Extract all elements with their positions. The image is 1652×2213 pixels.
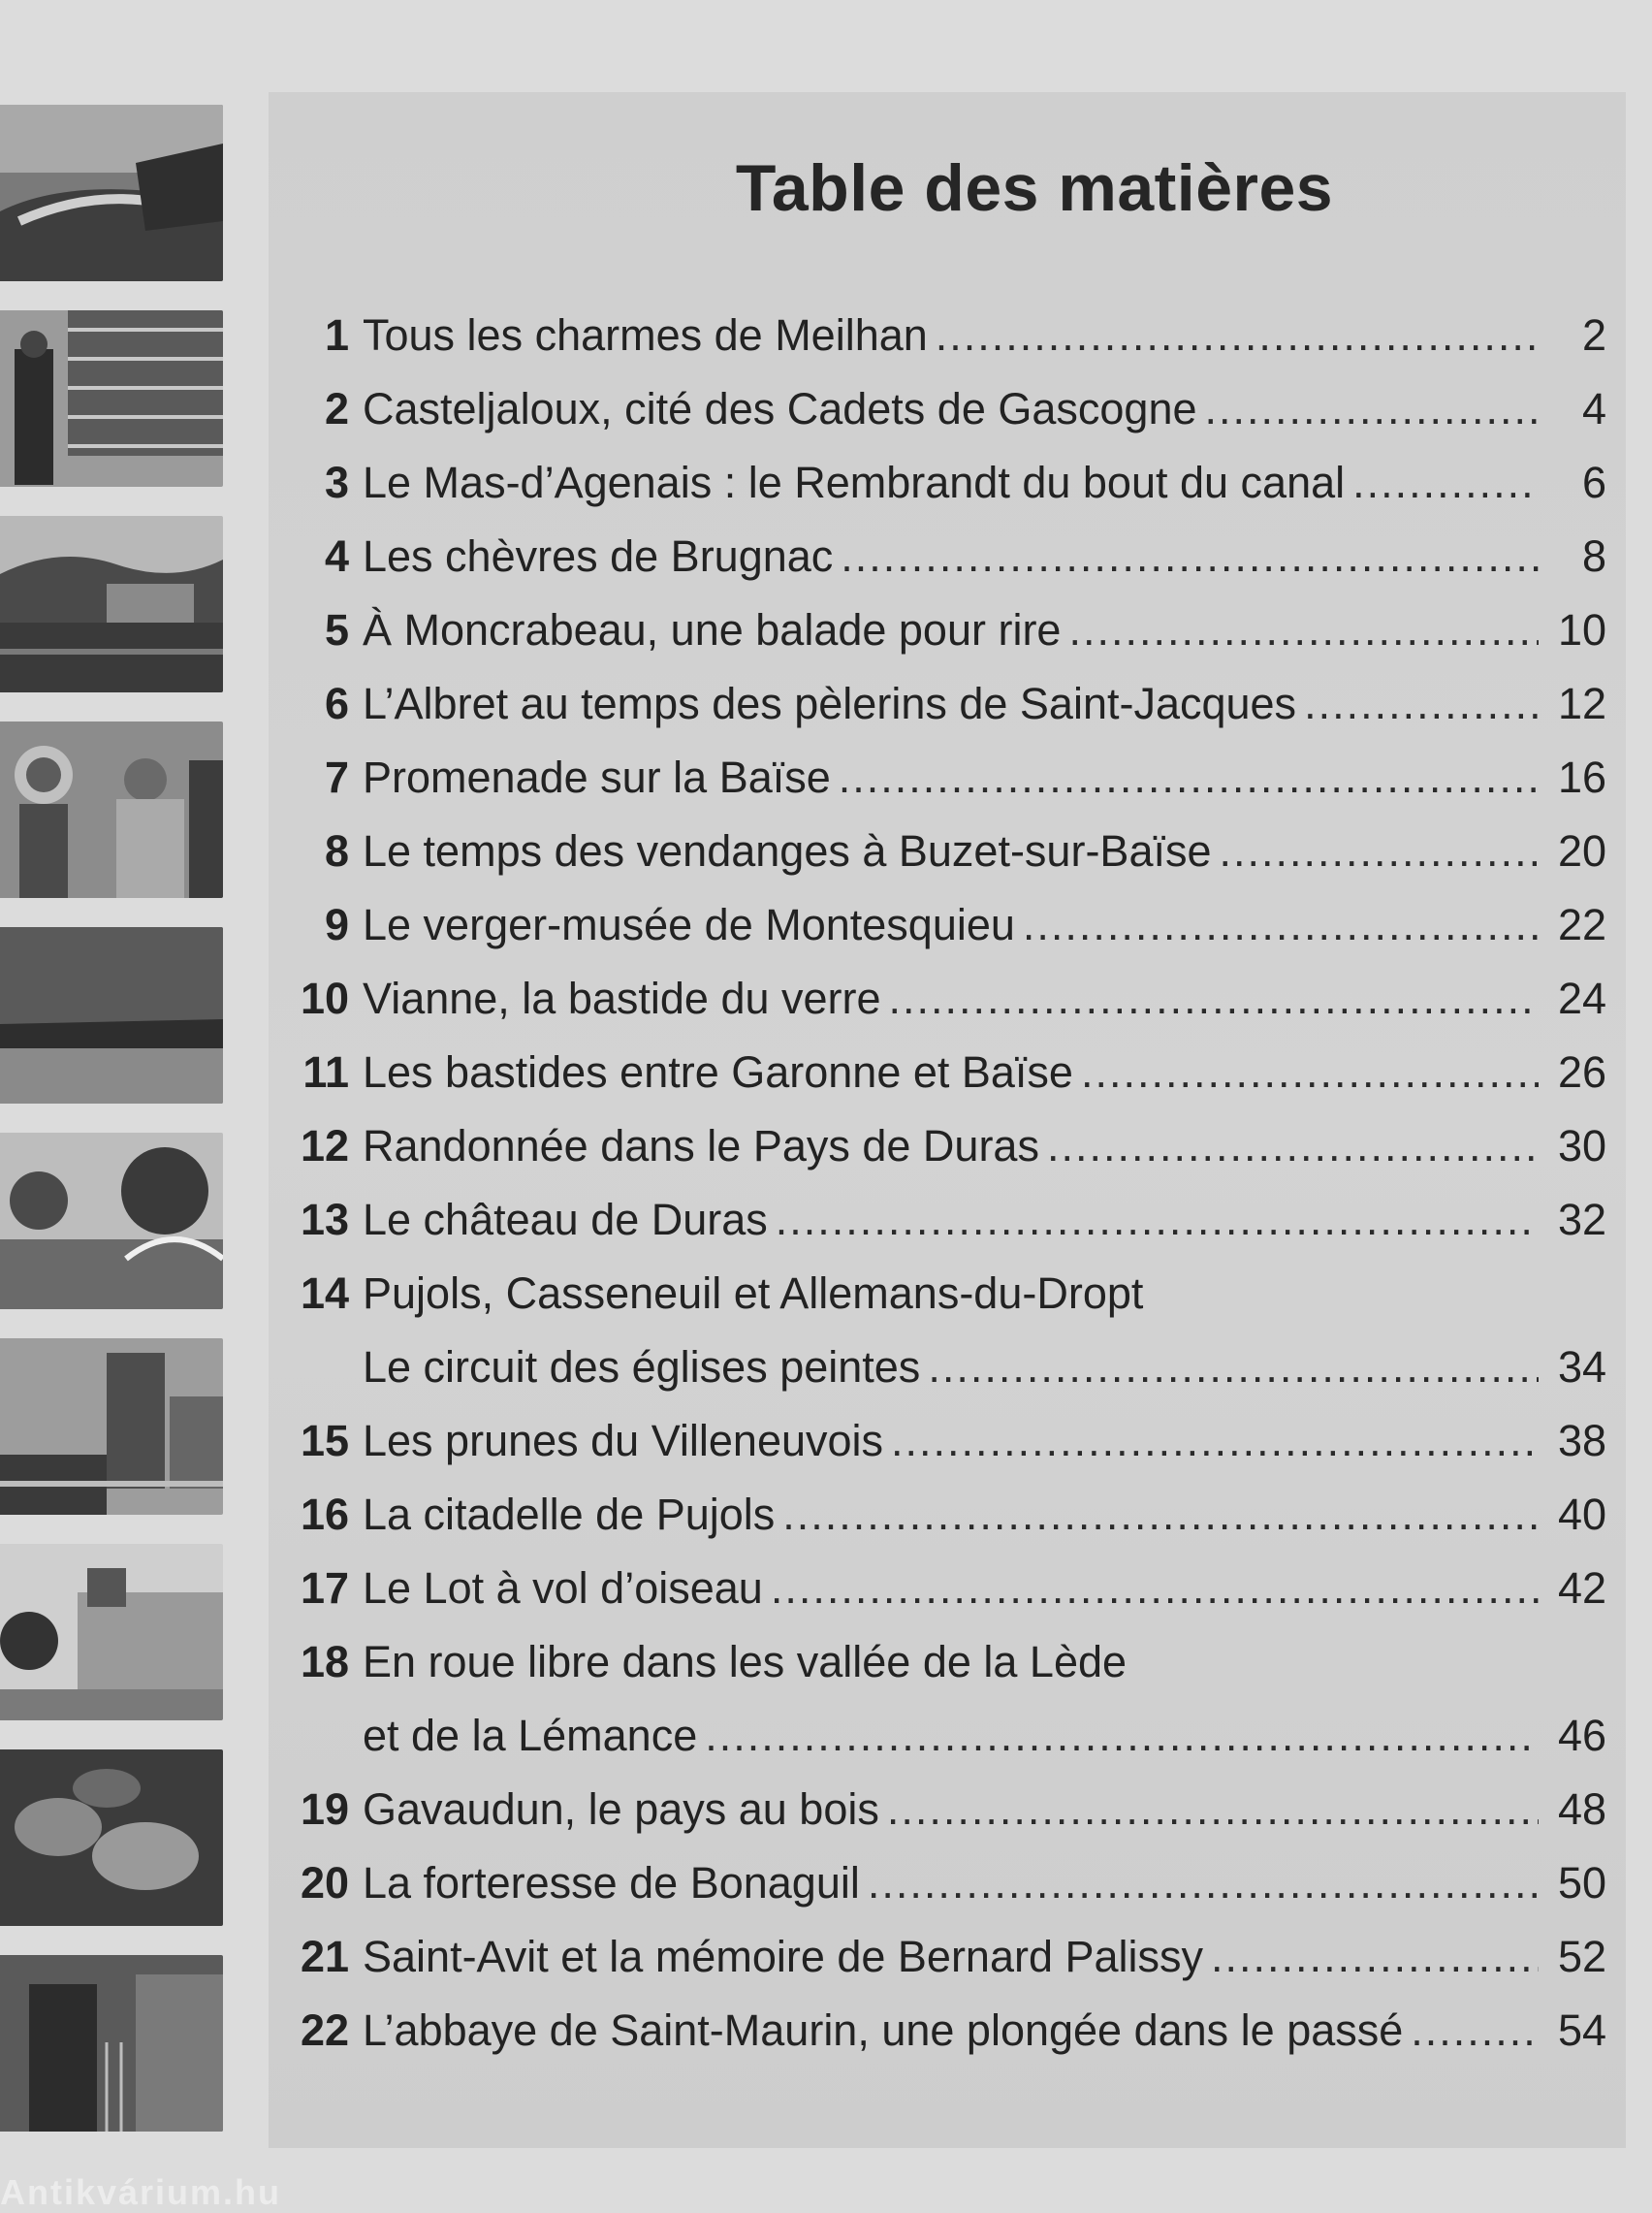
dot-leader [887,1784,1539,1835]
entry-number: 15 [300,1416,349,1465]
toc-entry [269,1195,1606,1268]
dot-leader [776,1195,1539,1245]
entry-page: 24 [1557,974,1606,1023]
dot-leader [1068,605,1539,656]
dot-leader [1220,826,1539,877]
entry-page: 46 [1557,1711,1606,1760]
entry-page: 20 [1557,826,1606,876]
toc-entry [269,310,1606,384]
entry-page: 54 [1557,2005,1606,2055]
entry-title: Randonnée dans le Pays de Duras [363,1121,1039,1171]
entry-title: Pujols, Casseneuil et Allemans-du-Dropt [363,1268,1144,1318]
entry-title: En roue libre dans les vallée de la Lède [363,1637,1128,1686]
entry-title: Promenade sur la Baïse [363,753,831,802]
photo-man-with-cages [0,310,223,487]
entry-page: 34 [1557,1342,1606,1392]
entry-title: Le château de Duras [363,1195,768,1244]
entry-number: 17 [300,1563,349,1613]
entry-page: 8 [1581,531,1606,581]
dot-leader [771,1563,1539,1614]
toc-entry-continuation [269,1342,1606,1416]
entry-number: 3 [324,458,349,507]
entry-title: Gavaudun, le pays au bois [363,1784,879,1834]
dot-leader [891,1416,1539,1466]
photo-fresco-figures [0,722,223,898]
dot-leader [841,531,1539,582]
photo-river-landscape [0,105,223,281]
toc-entry [269,900,1606,974]
entry-title: Les chèvres de Brugnac [363,531,834,581]
entry-page: 26 [1557,1047,1606,1097]
toc-entry [269,2005,1606,2079]
entry-page: 16 [1557,753,1606,802]
entry-title-continued: Le circuit des églises peintes [363,1342,921,1392]
dot-leader [782,1490,1539,1540]
dot-leader [1205,384,1540,434]
toc-entry [269,1784,1606,1858]
entry-title: Saint-Avit et la mémoire de Bernard Palissy [363,1932,1204,1981]
toc-entry [269,679,1606,753]
entry-page: 40 [1557,1490,1606,1539]
photo-castle-tower [0,1338,223,1515]
toc-entry [269,458,1606,531]
dot-leader [1211,1932,1539,1982]
photo-strip [0,97,233,2153]
entry-title: Tous les charmes de Meilhan [363,310,928,360]
toc-entry [269,1858,1606,1932]
dot-leader [889,974,1539,1024]
toc-entry [269,384,1606,458]
toc-entry [269,1121,1606,1195]
entry-page: 50 [1557,1858,1606,1908]
entry-number: 7 [324,753,349,802]
toc-entry [269,1563,1606,1637]
entry-title: Casteljaloux, cité des Cadets de Gascogne [363,384,1197,433]
entry-number: 21 [300,1932,349,1981]
photo-sheep [0,1749,223,1926]
dot-leader [868,1858,1539,1908]
entry-number: 14 [300,1268,349,1318]
entry-page: 42 [1557,1563,1606,1613]
toc-entry [269,753,1606,826]
toc-entry [269,1637,1606,1711]
entry-page: 32 [1557,1195,1606,1244]
entry-title: Les prunes du Villeneuvois [363,1416,884,1465]
entry-title: Les bastides entre Garonne et Baïse [363,1047,1073,1097]
entry-number: 12 [300,1121,349,1171]
entry-title: La citadelle de Pujols [363,1490,776,1539]
dot-leader [928,1342,1539,1393]
toc-entry-continuation [269,1711,1606,1784]
entry-page: 10 [1557,605,1606,655]
entry-title: Le Mas-d’Agenais : le Rembrandt du bout du canal [363,458,1346,507]
toc-entry [269,1047,1606,1121]
entry-page: 12 [1557,679,1606,728]
entry-title: L’Albret au temps des pèlerins de Saint-Jacques [363,679,1297,728]
toc-entry [269,531,1606,605]
toc-entry [269,974,1606,1047]
dot-leader [1352,458,1539,508]
toc-entry [269,826,1606,900]
entry-title: Le verger-musée de Montesquieu [363,900,1015,949]
entry-title: La forteresse de Bonaguil [363,1858,860,1908]
entry-number: 1 [324,310,349,360]
entry-number: 6 [324,679,349,728]
dot-leader [705,1711,1539,1761]
toc-entry [269,1416,1606,1490]
photo-sky-field [0,927,223,1104]
entry-title: L’abbaye de Saint-Maurin, une plongée dans le passé [363,2005,1404,2055]
toc-entry [269,1490,1606,1563]
entry-page: 48 [1557,1784,1606,1834]
toc-entry [269,605,1606,679]
entry-page: 22 [1557,900,1606,949]
entry-number: 16 [300,1490,349,1539]
entry-number: 18 [300,1637,349,1686]
entry-page: 38 [1557,1416,1606,1465]
entry-page: 4 [1581,384,1606,433]
entry-number: 2 [324,384,349,433]
dot-leader [839,753,1539,803]
toc-list [269,310,1606,2079]
entry-number: 20 [300,1858,349,1908]
entry-title: Le temps des vendanges à Buzet-sur-Baïse [363,826,1212,876]
entry-number: 5 [324,605,349,655]
toc-panel [269,92,1626,2148]
page-title: Table des matières [735,151,1334,225]
entry-number: 19 [300,1784,349,1834]
entry-number: 22 [300,2005,349,2055]
dot-leader [1047,1121,1539,1171]
entry-number: 8 [324,826,349,876]
dot-leader [1411,2005,1539,2056]
entry-number: 13 [300,1195,349,1244]
entry-number: 9 [324,900,349,949]
photo-bridge-trees [0,1133,223,1309]
toc-entry [269,1268,1606,1342]
entry-page: 52 [1557,1932,1606,1981]
dot-leader [936,310,1539,361]
dot-leader [1023,900,1539,950]
entry-number: 10 [300,974,349,1023]
entry-page: 6 [1581,458,1606,507]
dot-leader [1304,679,1539,729]
entry-page: 2 [1581,310,1606,360]
watermark: Antikvárium.hu [0,2172,282,2212]
photo-gate-ruins [0,1955,223,2132]
entry-title: Le Lot à vol d’oiseau [363,1563,763,1613]
entry-title-continued: et de la Lémance [363,1711,698,1760]
entry-page: 30 [1557,1121,1606,1171]
dot-leader [1081,1047,1539,1098]
photo-church [0,1544,223,1720]
entry-number: 11 [302,1047,349,1097]
entry-number: 4 [324,531,349,581]
entry-title: Vianne, la bastide du verre [363,974,881,1023]
entry-title: À Moncrabeau, une balade pour rire [363,605,1062,655]
photo-village-river [0,516,223,692]
toc-entry [269,1932,1606,2005]
